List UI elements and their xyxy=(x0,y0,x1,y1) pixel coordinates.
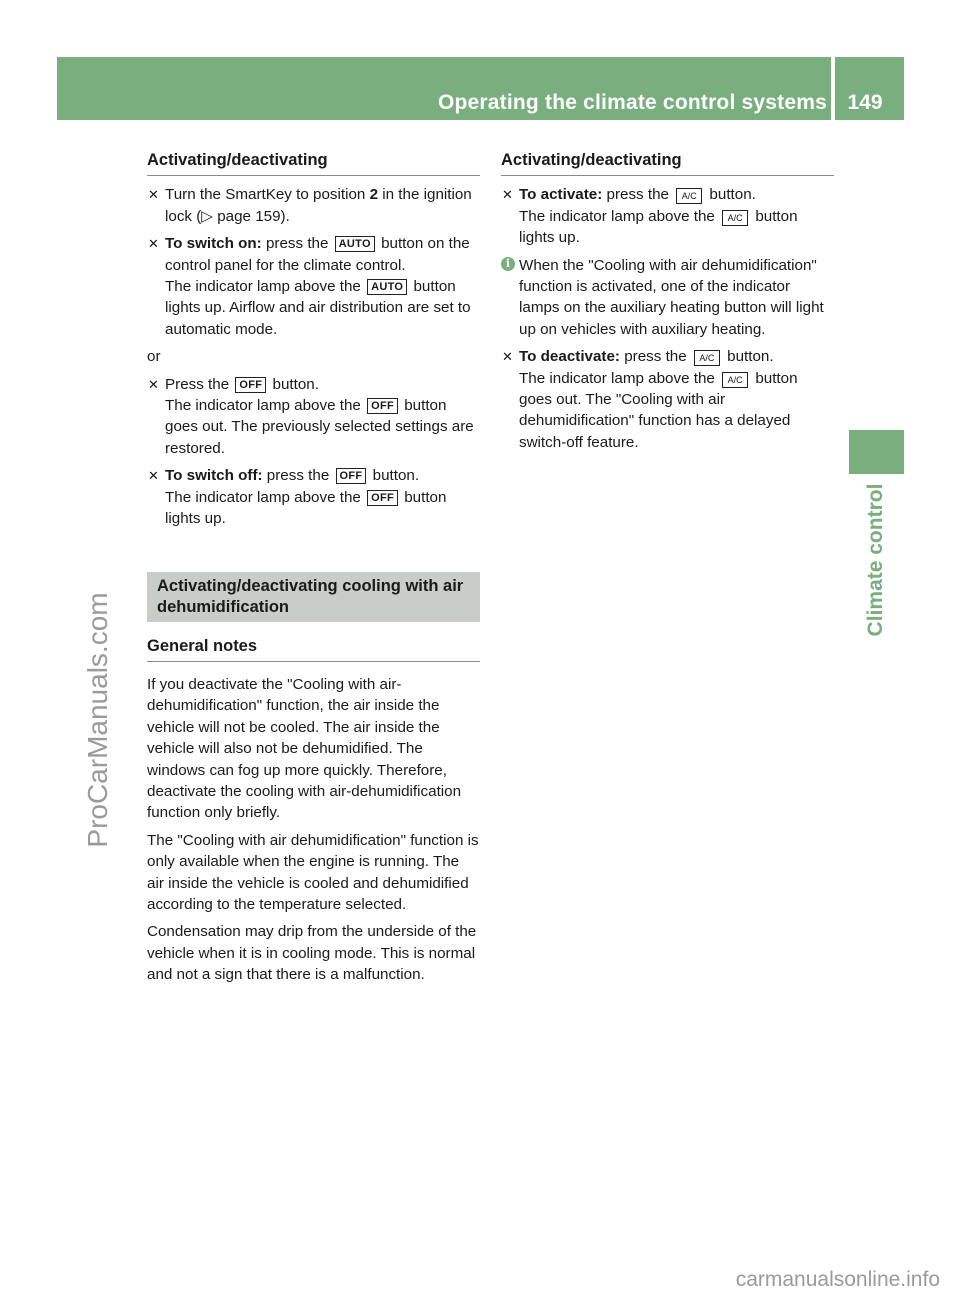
step-marker-icon: ✕ xyxy=(148,187,159,203)
paragraph: Condensation may drip from the underside of the vehicle when it is in cooling mode. This is normal and not a sign that there is a malfunction. xyxy=(147,923,477,984)
instruction-step: ✕ Press the OFF button. The indicator lamp above the OFF button goes out. The previously selected settings are restored. xyxy=(148,375,474,457)
paragraph: The "Cooling with air dehumidification" function is only available when the engine is running. The air inside the vehicle is cooled and dehumidified according to the temperature selected. xyxy=(147,831,479,913)
instruction-step: ✕ To switch off: press the OFF button. The indicator lamp above the OFF button lights up. xyxy=(148,467,447,528)
instruction-step: ✕ To switch on: press the AUTO button on the control panel for the climate control. The indicator lamp above the AUTO button lights up. Airflow and air distribution are set to automatic mode. xyxy=(148,235,471,338)
paragraph: If you deactivate the "Cooling with air-dehumidification" function, the air inside the vehicle will not be cooled. The air inside the vehicle will also not be dehumidified. The windows can fog up more quickly. Therefore, deactivate the cooling with air-dehumidification function only briefly. xyxy=(147,675,462,822)
instruction-step: ✕ To deactivate: press the A/C button. The indicator lamp above the A/C button goes out. The "Cooling with air dehumidification" function has a delayed switch-off feature. xyxy=(502,348,798,451)
off-button-symbol: OFF xyxy=(367,398,398,414)
watermark-bottom: carmanualsonline.info xyxy=(735,1268,940,1291)
or-text: or xyxy=(147,348,161,366)
subsection-heading: General notes xyxy=(147,636,480,662)
step-marker-icon: ✕ xyxy=(502,349,513,365)
instruction-step: ✕ To activate: press the A/C button. The indicator lamp above the A/C button lights up. xyxy=(502,186,798,247)
ac-button-symbol: A/C xyxy=(694,350,720,366)
auto-button-symbol: AUTO xyxy=(367,279,407,295)
step-marker-icon: ✕ xyxy=(148,468,159,484)
ac-button-symbol: A/C xyxy=(722,372,748,388)
off-button-symbol: OFF xyxy=(367,490,398,506)
section-heading: Activating/deactivating xyxy=(147,150,480,176)
step-marker-icon: ✕ xyxy=(148,376,159,392)
page-reference-arrow-icon: ▷ xyxy=(201,207,213,225)
instruction-step: ✕ Turn the SmartKey to position 2 in the ignition lock (▷ page 159). xyxy=(148,186,472,225)
off-button-symbol: OFF xyxy=(235,377,266,393)
right-column xyxy=(501,150,834,453)
step-marker-icon: ✕ xyxy=(502,187,513,203)
shaded-section-heading: Activating/deactivating cooling with air dehumidification xyxy=(147,572,480,622)
auto-button-symbol: AUTO xyxy=(335,236,375,252)
info-icon: i xyxy=(501,257,515,271)
left-column xyxy=(147,150,480,986)
page-number: 149 xyxy=(847,91,883,114)
off-button-symbol: OFF xyxy=(336,468,367,484)
page-title: Operating the climate control systems xyxy=(437,91,827,114)
step-marker-icon: ✕ xyxy=(148,236,159,252)
section-heading: Activating/deactivating xyxy=(501,150,834,176)
ac-button-symbol: A/C xyxy=(676,188,702,204)
info-note: i When the "Cooling with air dehumidification" function is activated, one of the indicator lamps on the auxiliary heating button will light up on vehicles with auxiliary heating. xyxy=(501,255,834,341)
ac-button-symbol: A/C xyxy=(722,210,748,226)
